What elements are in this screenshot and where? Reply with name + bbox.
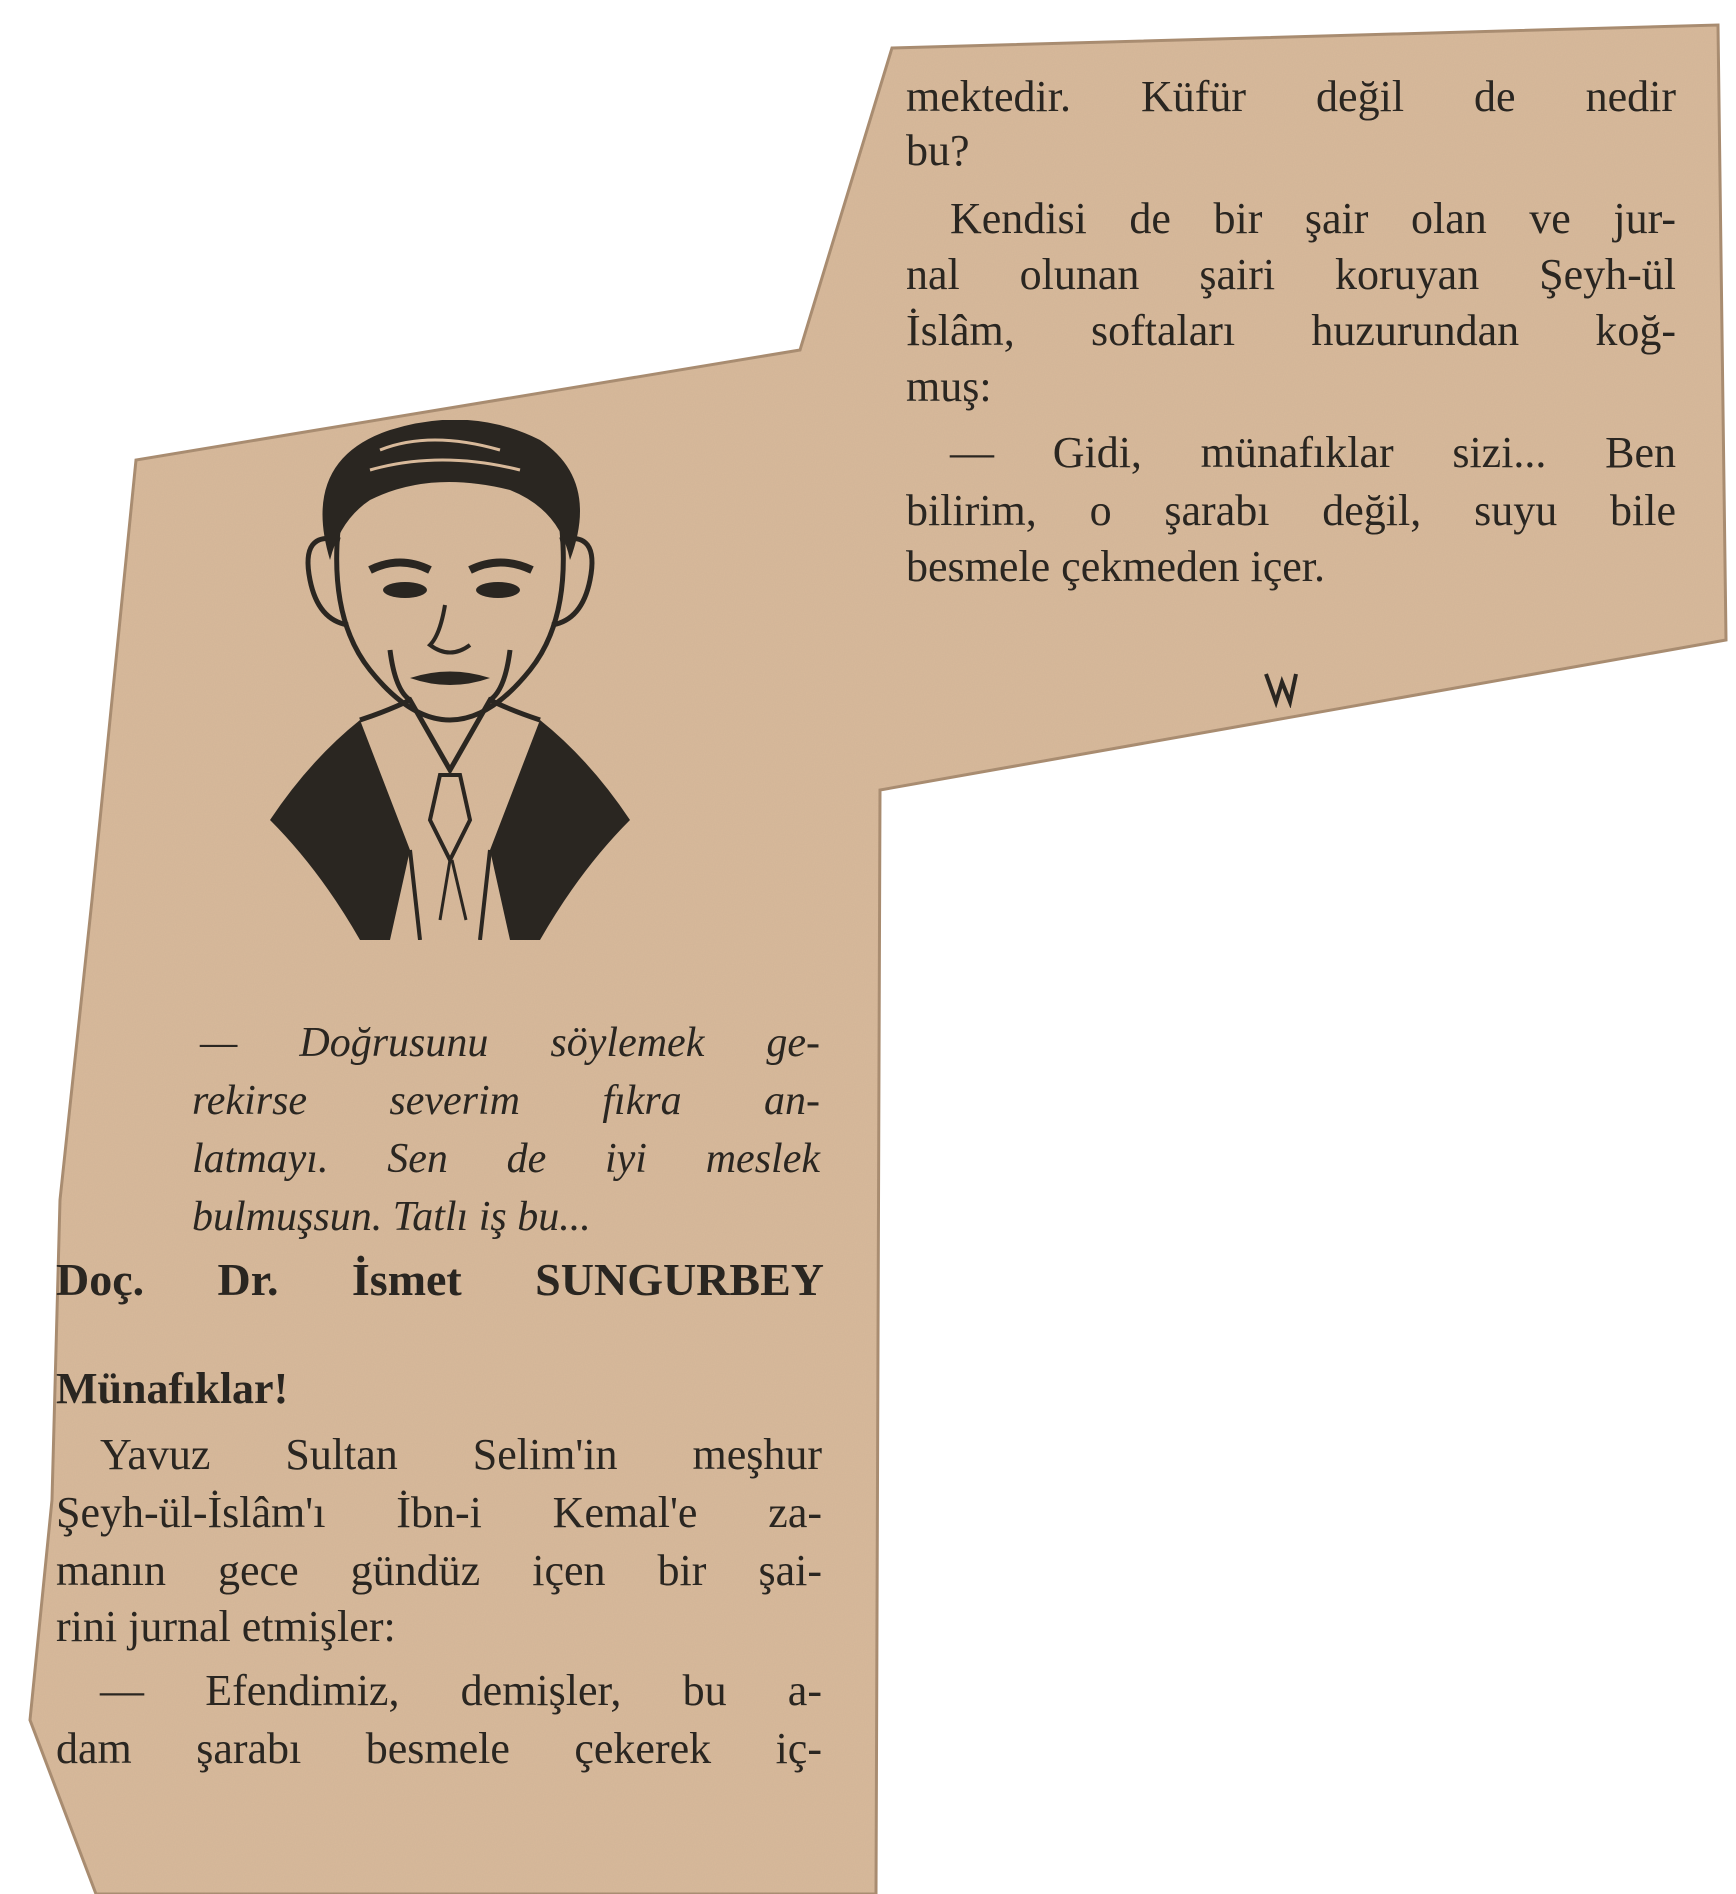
left-column-line-1: Yavuz Sultan Selim'in meşhur [100, 1430, 822, 1479]
ink-mark-icon [1262, 668, 1298, 708]
left-column-line-2: Şeyh-ül-İslâm'ı İbn-i Kemal'e za- [56, 1488, 822, 1537]
right-column-line-6: muş: [906, 362, 992, 411]
left-column-line-3: manın gece gündüz içen bir şai- [56, 1546, 822, 1595]
right-column-line-2: bu? [906, 126, 970, 175]
quote-line-3: latmayı. Sen de iyi meslek [192, 1136, 820, 1182]
right-column-line-3: Kendisi de bir şair olan ve jur- [950, 194, 1676, 243]
right-column-line-5: İslâm, softaları huzurundan koğ- [906, 306, 1676, 355]
quote-line-2: rekirse severim fıkra an- [192, 1078, 820, 1124]
right-column-line-7: — Gidi, münafıklar sizi... Ben [950, 428, 1676, 477]
right-column-line-4: nal olunan şairi koruyan Şeyh-ül [906, 250, 1676, 299]
article-heading: Münafıklar! [56, 1364, 289, 1413]
quote-line-4: bulmuşsun. Tatlı iş bu... [192, 1194, 591, 1240]
right-column-line-9: besmele çekmeden içer. [906, 542, 1326, 591]
left-column-line-5: — Efendimiz, demişler, bu a- [100, 1666, 822, 1715]
author-byline: Doç. Dr. İsmet SUNGURBEY [56, 1254, 824, 1305]
right-column-line-1: mektedir. Küfür değil de nedir [906, 72, 1676, 121]
man-portrait-icon [270, 420, 630, 940]
left-column-line-4: rini jurnal etmişler: [56, 1602, 396, 1651]
right-column-line-8: bilirim, o şarabı değil, suyu bile [906, 486, 1676, 535]
left-column-line-6: dam şarabı besmele çekerek iç- [56, 1724, 822, 1773]
quote-line-1: — Doğrusunu söylemek ge- [200, 1020, 820, 1066]
